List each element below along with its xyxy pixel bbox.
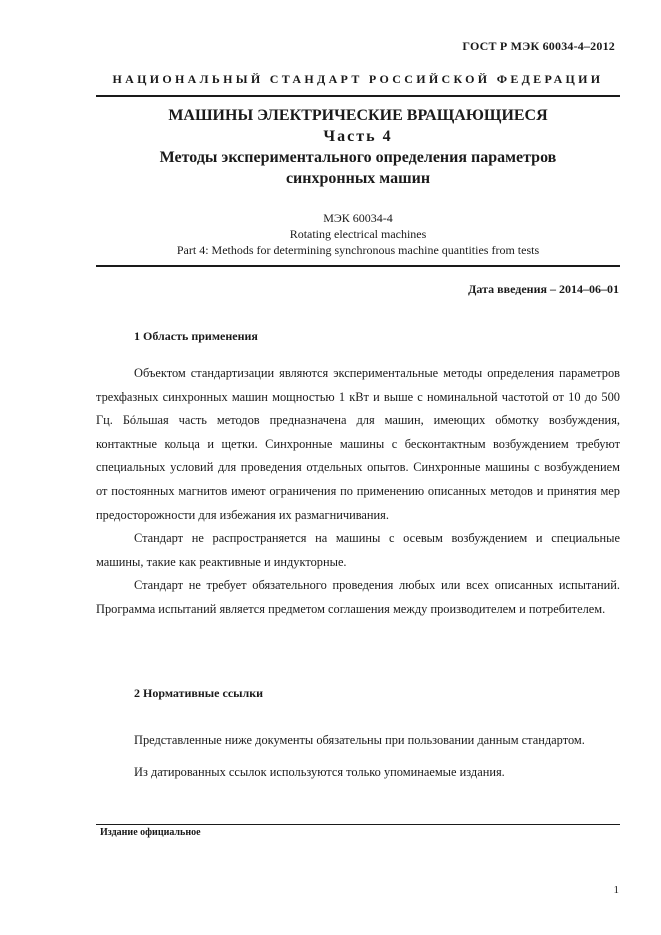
iec-code: МЭК 60034-4: [323, 211, 393, 225]
title-block: [96, 105, 620, 189]
middle-divider: [96, 265, 620, 267]
national-standard-label: НАЦИОНАЛЬНЫЙ СТАНДАРТ РОССИЙСКОЙ ФЕДЕРАЦИИ: [112, 72, 604, 86]
title-line-3: Методы экспериментального определения параметров: [159, 149, 557, 166]
section-1-paragraph-1: Объектом стандартизации являются экспериментальные методы определения параметров трехфазных синхронных машин мощностью 1 кВт и выше с номинальной частотой от 10 до 500 Гц. Бóльшая часть методов предназначена для машин, имеющих обмотку возбуждения, контактные кольца и щетки. Синхронные машины с бесконтактным возбуждением требуют специальных условий для проведения отдельных опытов. Синхронные машины с возбуждением от постоянных магнитов имеют ограничения по применению описанных методов и принятия мер предосторожности для избежания их размагничивания.: [96, 366, 620, 522]
page-number: 1: [613, 884, 619, 896]
section-1-paragraph-2: Стандарт не распространяется на машины с осевым возбуждением и специальные машины, такие как реактивные и индукторные.: [96, 531, 620, 569]
footer-divider: [96, 824, 620, 825]
top-divider: [96, 95, 620, 97]
official-edition-label: Издание официальное: [100, 827, 201, 838]
section-2-line-1: Представленные ниже документы обязательны при пользовании данным стандартом.: [134, 733, 585, 747]
introduction-date: Дата введения – 2014–06–01: [468, 282, 619, 296]
section-2-line-2: Из датированных ссылок используются только упоминаемые издания.: [134, 765, 505, 779]
international-standard-block: [96, 210, 620, 258]
section-1-body: [96, 362, 620, 622]
title-part: Часть 4: [323, 128, 393, 145]
document-code: ГОСТ Р МЭК 60034-4–2012: [462, 39, 615, 53]
section-1-paragraph-3: Стандарт не требует обязательного проведения любых или всех описанных испытаний. Программа испытаний является предметом соглашения между производителем и потребителем.: [96, 578, 620, 616]
section-2-heading: 2 Нормативные ссылки: [134, 686, 264, 700]
title-line-4: синхронных машин: [285, 170, 431, 187]
section-1-heading: 1 Область применения: [134, 329, 258, 343]
title-line-1: МАШИНЫ ЭЛЕКТРИЧЕСКИЕ ВРАЩАЮЩИЕСЯ: [168, 107, 548, 124]
english-part-title: Part 4: Methods for determining synchronous machine quantities from tests: [176, 243, 540, 257]
english-title: Rotating electrical machines: [289, 227, 427, 241]
